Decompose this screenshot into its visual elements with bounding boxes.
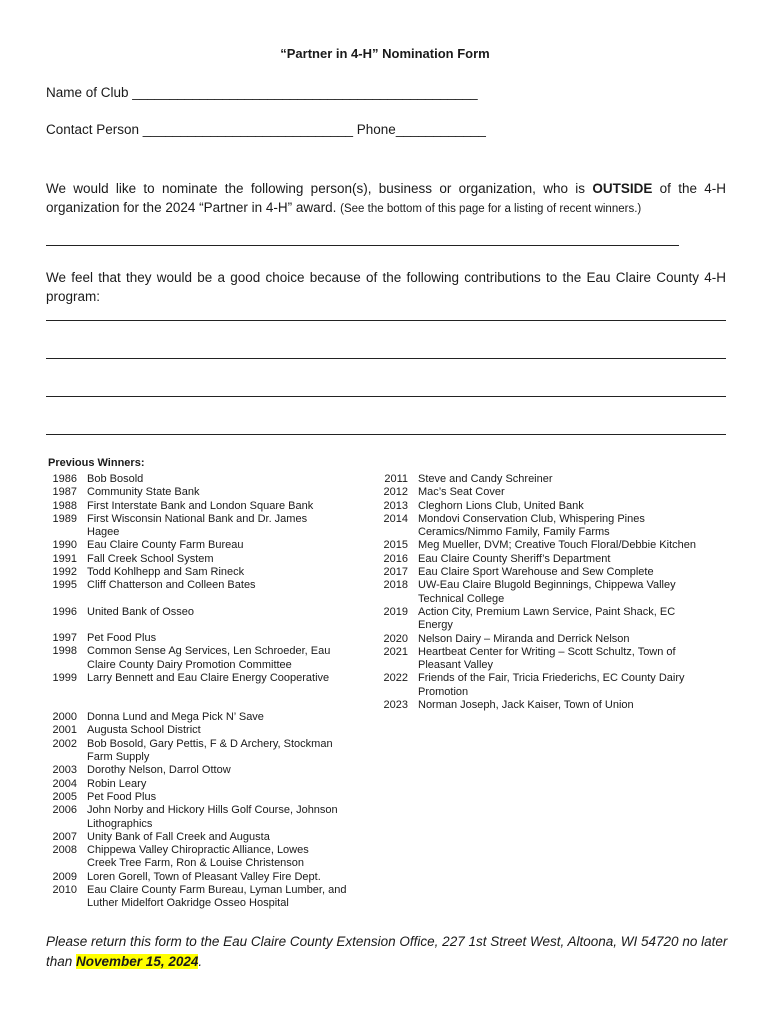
winner-year: 2003	[52, 764, 77, 777]
winner-year: 1997	[52, 631, 77, 644]
winner-row	[372, 500, 702, 513]
winner-name: Meg Mueller, DVM; Creative Touch Floral/Debbie Kitchen	[418, 539, 696, 552]
nomination-intro	[46, 179, 726, 219]
winner-row	[372, 633, 702, 646]
winner-name: John Norby and Hickory Hills Golf Course, Johnson Lithographics	[87, 804, 338, 830]
winner-row	[41, 632, 361, 645]
winner-year: 1992	[52, 566, 77, 579]
winner-row	[41, 672, 361, 685]
winner-year: 2017	[383, 566, 408, 579]
winner-name: Loren Gorell, Town of Pleasant Valley Fire Dept.	[87, 870, 321, 883]
winner-name: Community State Bank	[87, 486, 200, 499]
winners-list-right	[372, 473, 702, 712]
winner-row	[41, 871, 361, 884]
winner-row	[41, 711, 361, 724]
return-text: Please return this form to the Eau Claire County Extension Office, 227 1st Street West, Altoona, WI 54720 no later than	[46, 934, 728, 969]
winner-name: Unity Bank of Fall Creek and Augusta	[87, 830, 270, 843]
winner-name: Todd Kohlhepp and Sam Rineck	[87, 566, 245, 579]
winner-name: Augusta School District	[87, 724, 201, 737]
winner-name: Donna Lund and Mega Pick N’ Save	[87, 711, 264, 724]
winner-row	[372, 473, 702, 486]
winner-year: 2007	[52, 830, 77, 843]
winner-year: 2004	[52, 777, 77, 790]
winner-row	[372, 579, 702, 606]
winner-row	[41, 804, 361, 831]
winner-row	[372, 513, 702, 540]
winner-name: Bob Bosold	[87, 473, 144, 485]
winner-year: 2005	[52, 790, 77, 803]
winner-row	[41, 791, 361, 804]
winner-name: United Bank of Osseo	[87, 605, 195, 618]
winner-row	[372, 699, 702, 712]
winner-row	[41, 606, 361, 619]
outside-emphasis: OUTSIDE	[592, 181, 653, 196]
club-name-field[interactable]: Name of Club ______________________________________________	[46, 85, 478, 100]
winner-year: 2015	[383, 539, 408, 552]
winner-row	[41, 500, 361, 513]
winner-year: 2022	[383, 672, 408, 685]
winner-row	[41, 473, 361, 486]
winner-name: Mondovi Conservation Club, Whispering Pines Ceramics/Nimmo Family, Family Farms	[418, 512, 645, 539]
winner-year: 2002	[52, 737, 77, 750]
winner-year: 2021	[383, 645, 408, 658]
winner-name: Fall Creek School System	[87, 552, 214, 565]
deadline-highlight: November 15, 2024	[76, 954, 199, 969]
winner-row	[41, 884, 361, 911]
winner-row	[41, 553, 361, 566]
winner-name: First Wisconsin National Bank and Dr. James Hagee	[87, 512, 308, 539]
winner-row	[41, 831, 361, 844]
winner-name: Eau Claire County Farm Bureau	[87, 539, 244, 552]
winner-row	[372, 553, 702, 566]
winner-row	[372, 672, 702, 699]
winner-year: 2008	[52, 844, 77, 857]
winner-name: Eau Claire Sport Warehouse and Sew Complete	[418, 566, 654, 579]
winners-note: (See the bottom of this page for a listing of recent winners.)	[340, 203, 642, 215]
winner-year: 2001	[52, 724, 77, 737]
return-text-end: .	[198, 954, 203, 969]
winner-year: 2012	[383, 486, 408, 499]
contribution-line-2[interactable]	[46, 358, 726, 359]
winner-name: First Interstate Bank and London Square Bank	[87, 499, 314, 512]
winner-name: Bob Bosold, Gary Pettis, F & D Archery, Stockman Farm Supply	[87, 737, 333, 764]
winner-row	[41, 778, 361, 791]
winner-year: 2000	[52, 711, 77, 724]
winner-year: 2013	[383, 499, 408, 512]
page-title: “Partner in 4-H” Nomination Form	[280, 46, 490, 61]
winner-name: Steve and Candy Schreiner	[418, 473, 553, 485]
winner-name: Common Sense Ag Services, Len Schroeder, Eau Claire County Dairy Promotion Committee	[87, 645, 331, 671]
winner-year: 2023	[383, 699, 408, 712]
previous-winners-heading: Previous Winners:	[48, 457, 145, 469]
winner-row	[41, 764, 361, 777]
winner-row	[372, 539, 702, 552]
winner-row	[41, 724, 361, 737]
winner-year: 2019	[383, 605, 408, 618]
winner-year: 1991	[52, 552, 77, 565]
winner-year: 1995	[52, 579, 77, 592]
intro-text-continued: of the 4-H organization for the 2024 “Partner in 4-H” award.	[46, 181, 727, 215]
winner-name: Friends of the Fair, Tricia Friederichs, EC County Dairy Promotion	[418, 672, 685, 698]
winner-year: 1986	[52, 473, 77, 485]
winner-name: Nelson Dairy – Miranda and Derrick Nelson	[418, 632, 630, 645]
winner-name: Pet Food Plus	[87, 631, 157, 644]
winner-name: Eau Claire County Sheriff’s Department	[418, 552, 611, 565]
winner-year: 1999	[52, 671, 77, 684]
winner-row	[41, 579, 361, 592]
winner-year: 1998	[52, 645, 77, 658]
winner-row	[41, 738, 361, 765]
nominee-line[interactable]	[46, 245, 679, 246]
contribution-line-4[interactable]	[46, 434, 726, 435]
winner-row	[41, 486, 361, 499]
winner-row	[41, 844, 361, 871]
winner-year: 1996	[52, 605, 77, 618]
winner-year: 2016	[383, 552, 408, 565]
contact-person-field[interactable]: Contact Person ____________________________ Phone____________	[46, 122, 486, 137]
contribution-line-1[interactable]	[46, 320, 726, 321]
winner-row	[41, 539, 361, 552]
winner-name: Action City, Premium Lawn Service, Paint Shack, EC Energy	[418, 605, 676, 632]
intro-text: We would like to nominate the following person(s), business or organization, who is	[46, 181, 593, 196]
winner-name: Larry Bennett and Eau Claire Energy Cooperative	[87, 671, 330, 684]
contribution-line-3[interactable]	[46, 396, 726, 397]
winner-year: 2006	[52, 804, 77, 817]
winner-year: 2014	[383, 512, 408, 525]
winner-year: 1989	[52, 512, 77, 525]
winner-name: Robin Leary	[87, 777, 147, 790]
winner-row	[372, 566, 702, 579]
winner-year: 2011	[384, 473, 408, 485]
winners-list-left	[41, 473, 361, 911]
winner-name: Norman Joseph, Jack Kaiser, Town of Union	[418, 699, 634, 712]
winner-year: 2009	[52, 870, 77, 883]
winner-year: 1987	[52, 486, 77, 499]
winner-name: Eau Claire County Farm Bureau, Lyman Lumber, and Luther Midelfort Oakridge Osseo Hospital	[87, 884, 347, 910]
winner-row	[41, 513, 361, 540]
winner-name: Dorothy Nelson, Darrol Ottow	[87, 764, 231, 777]
winner-year: 1990	[52, 539, 77, 552]
winner-year: 1988	[52, 499, 77, 512]
winner-name: UW-Eau Claire Blugold Beginnings, Chippewa Valley Technical College	[418, 579, 676, 605]
winner-row	[41, 566, 361, 579]
winner-year: 2020	[383, 632, 408, 645]
winner-name: Cleghorn Lions Club, United Bank	[418, 499, 584, 512]
winner-name: Mac’s Seat Cover	[418, 486, 505, 499]
winner-row	[41, 645, 361, 672]
winner-year: 2010	[52, 884, 77, 897]
return-instructions	[46, 932, 736, 972]
contributions-prompt: We feel that they would be a good choice because of the following contributions to the Eau Claire County 4-H program:	[46, 270, 726, 304]
winner-name: Cliff Chatterson and Colleen Bates	[87, 579, 256, 592]
winner-row	[372, 486, 702, 499]
winner-row	[372, 646, 702, 673]
winner-row	[372, 606, 702, 633]
winner-year: 2018	[383, 579, 408, 592]
winner-name: Chippewa Valley Chiropractic Alliance, Lowes Creek Tree Farm, Ron & Louise Christenson	[87, 844, 309, 870]
winner-name: Heartbeat Center for Writing – Scott Schultz, Town of Pleasant Valley	[418, 645, 676, 672]
winner-name: Pet Food Plus	[87, 790, 157, 803]
